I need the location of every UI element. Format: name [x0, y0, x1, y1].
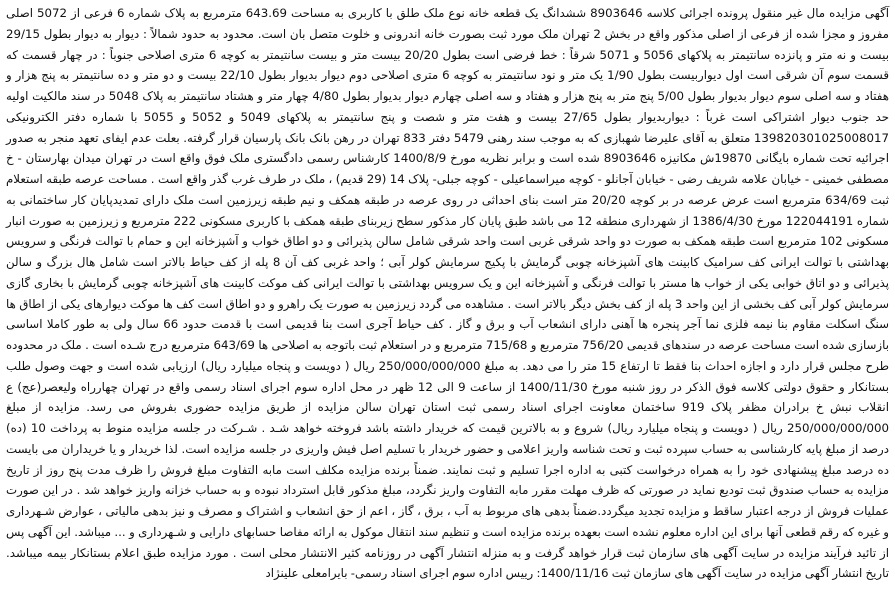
- auction-notice-document: [6, 3, 889, 587]
- auction-notice-text: آگهی مزایده مال غیر منقول پرونده اجرائی کلاسه 8903646 ششدانگ یک قطعه خانه نوع ملک طلق با کاربری به مساحت 643.69 مترمربع به پلاک شماره 6 فرعی از 5072 اصلی مفروز و مجزا شده از فرعی از اصلی مذکور واقع در بخش 2 تهران ملک مورد ثبت بصورت خانه اندرونی و خلوت متصل بان است. محدود به حدود شمالاً : دیوار به دیوار بطول 29/15 بیست و نه متر و پانزده سانتیمتر به پلاکهای 5056 و 5071 شرقاً : خط فرضی است بطول 20/20 بیست متر و بیست سانتیمتر به کوچه 6 متری اصلاحی جنوباً : در چهار قسمت که قسمت سوم آن شرقی است اول دیوار‌بیست بطول 1/90 یک متر و نود سانتیمتر به کوچه 6 متری اصلاحی دوم دیوار بدیوار بطول 22/10 بیست و دو متر و ده سانتیمتر به پنج هزار و هفتاد و سه اصلی سوم دیوار بدیوار بطول 5/00 پنج متر به پنج هزار و هفتاد و سه اصلی چهارم دیوار بدیوار بطول 4/80 چهار متر و هشتاد سانتیمتر به پلاک 5048 در سند مالکیت اولیه حد جنوب دیوار اشتراکی است غرباً : دیواربدیوار بطول 27/65 بیست و هفت متر و شصت و پنج سانتیمتر به پلاکهای 5049 و 5052 و 5055 با شماره دفتر الکترونیکی 139820301025008017 متعلق به آقای علیرضا شهبازی که به موجب سند رهنی 5479 دفتر 833 تهران در رهن بانک بانک پارسیان قرار گرفته. بعلت عدم ایفای تعهد منجر به صدور اجرائیه تحت شماره بایگانی 19870ش مکانیزه 8903646 شده است و برابر نظریه مورخ 1400/8/9 کارشناس رسمی دادگستری ملک فوق واقع است در تهران میدان بهارستان - خ مصطفی خمینی - خیابان علامه شریف رضی - خیابان آجانلو - کوچه میراسماعیلی - کوچه جبلی- پلاک 14 (29 قدیم) ، ملک در طرف غرب گذر واقع است . مساحت عرصه طبقه استعلام ثبت 634/69 مترمربع است عرض عرصه در بر کوچه 20/20 متر است بنای احداثی در روی عرصه در طبقه همکف و نیم طبقه زیرزمین است ملک دارای تمدیدپایان کار ساختمانی به شماره 122044191 مورخ 1386/4/30 از شهرداری منطقه 12 می باشد طبق پایان کار مذکور سطح زیربنای طبقه همکف با کاربری مسکونی 222 مترمربع و زیرزمین به صورت انبار مسکونی 102 مترمربع است طبقه همکف به صورت دو واحد شرقی غربی است واحد شرقی شامل سالن پذیرائی و دو اطاق خواب و آشپزخانه این و حمام با توالت فرنگی و سرویس بهداشتی با توالت ایرانی کف سرامیک کابینت های آشپزخانه چوبی گرمایش با پکیج سرمایش کولر آبی ؛ واحد غربی کف آن 8 پله از کف حیاط بالاتر است شامل هال بزرگ و سالن پذیرائی و دو اتاق خوابی یکی از خواب ها مستر با توالت فرنگی و آشپزخانه این و یک سرویس بهداشتی با توالت ایرانی کف موکت کابینت های آشپزخانه چوبی گرمایش با بخاری گازی سرمایش کولر آبی کف بخشی از این واحد 3 پله از کف بخش دیگر بالاتر است . مشاهده می گردد زیرزمین به صورت یک راهرو و دو اطاق است کف ها موکت دیوارهای یکی از اطاق ها سنگ اسکلت مقاوم بنا نیمه فلزی نما آجر پنجره ها آهنی دارای انشعاب آب و برق و گاز . کف حیاط آجری است بنا قدیمی است با قدمت حدود 66 سال ولی به طور کاملا اساسی بازسازی شده است مساحت عرصه در سندهای قدیمی 756/20 مترمربع و 715/68 مترمربع و در استعلام ثبت باتوجه به اصلاحی ها 643/69 مترمربع درج شـده است . ملک در محدوده طرح مجلس قرار دارد و اجازه احداث بنا فقط تا ارتفاع 15 متر را می دهد. به مبلغ 250/000/000/000 ریال ( دویست و پنجاه میلیارد ریال) ارزیابی شده است و جهت وصول طلب بستانکار و حقوق دولتی کلاسه فوق الذکر در روز شنبه مورخ 1400/11/30 از ساعت 9 الی 12 ظهر در محل اداره سوم اجرای اسناد رسمی واقع در تهران چهارراه ولیعصر(عج) ع انقلاب نبش خ برادران مظفر پلاک 919 ساختمان معاونت اجرای اسناد رسمی ثبت استان تهران سالن مزایده از طریق مزایده حضوری بفروش می رسد. مزایده از مبلغ 250/000/000/000 ریال ( دویست و پنجاه میلیارد ریال) شروع و به بالاترین قیمت که خریدار داشته باشد فروخته خواهد شـد . شـرکت در جلسه مزایده منوط به پرداخت 10 (ده) درصد از مبلغ پایه کارشناسی به حساب سپرده ثبت و تحت شناسه واریز اعلامی و حضور خریدار با تسلیم اصل فیش واریزی در جلسه مزایده است. لذا خریدار و یا خریداران می بایست ده درصد مبلغ پیشنهادی خود را به همراه درخواست کتبی به اداره اجرا تسلیم و ثبت نمایند. ضمناً برنده مزایده مکلف است مابه التفاوت مبلغ فروش را ظرف مدت پنج روز از تاریخ مزایده به حساب صندوق ثبت تودیع نماید در صورتی که ظرف مهلت مقرر مابه التفاوت واریز نگردد، مبلغ مذکور قابل استرداد نبوده و به حساب خزانه واریز خواهد شد . در این صورت عملیات فروش از درجه اعتبار ساقط و مزایده تجدید میگردد.ضمناً بدهی های مربوط به آب ، برق ، گاز ، اعم از حق انشعاب و اشتراک و مصرف و نیز بدهی مالیاتی ، عوارض شـهرداری و غیره که رقم قطعی آنها برای این اداره معلوم نشده است بعهده برنده مزایده است و تنظیم سند انتقال موکول به ارائه مفاصا حسابهای دارایی و شـهرداری و ... میباشد. این آگهی پس از تائید فرآیند مزایده در سایت آگهی های سازمان ثبت قرار خواهد گرفت و به منزله انتشار آگهی در روزنامه کثیر الانتشار محلی است . مورد مزایده طبق اعلام بستانکار بیمه میباشد. تاریخ انتشار آگهی مزایده در سایت آگهی های سازمان ثبت 1400/11/16: رییس اداره سوم اجرای اسناد رسمی- بایرامعلی علینژاد: [6, 6, 890, 581]
